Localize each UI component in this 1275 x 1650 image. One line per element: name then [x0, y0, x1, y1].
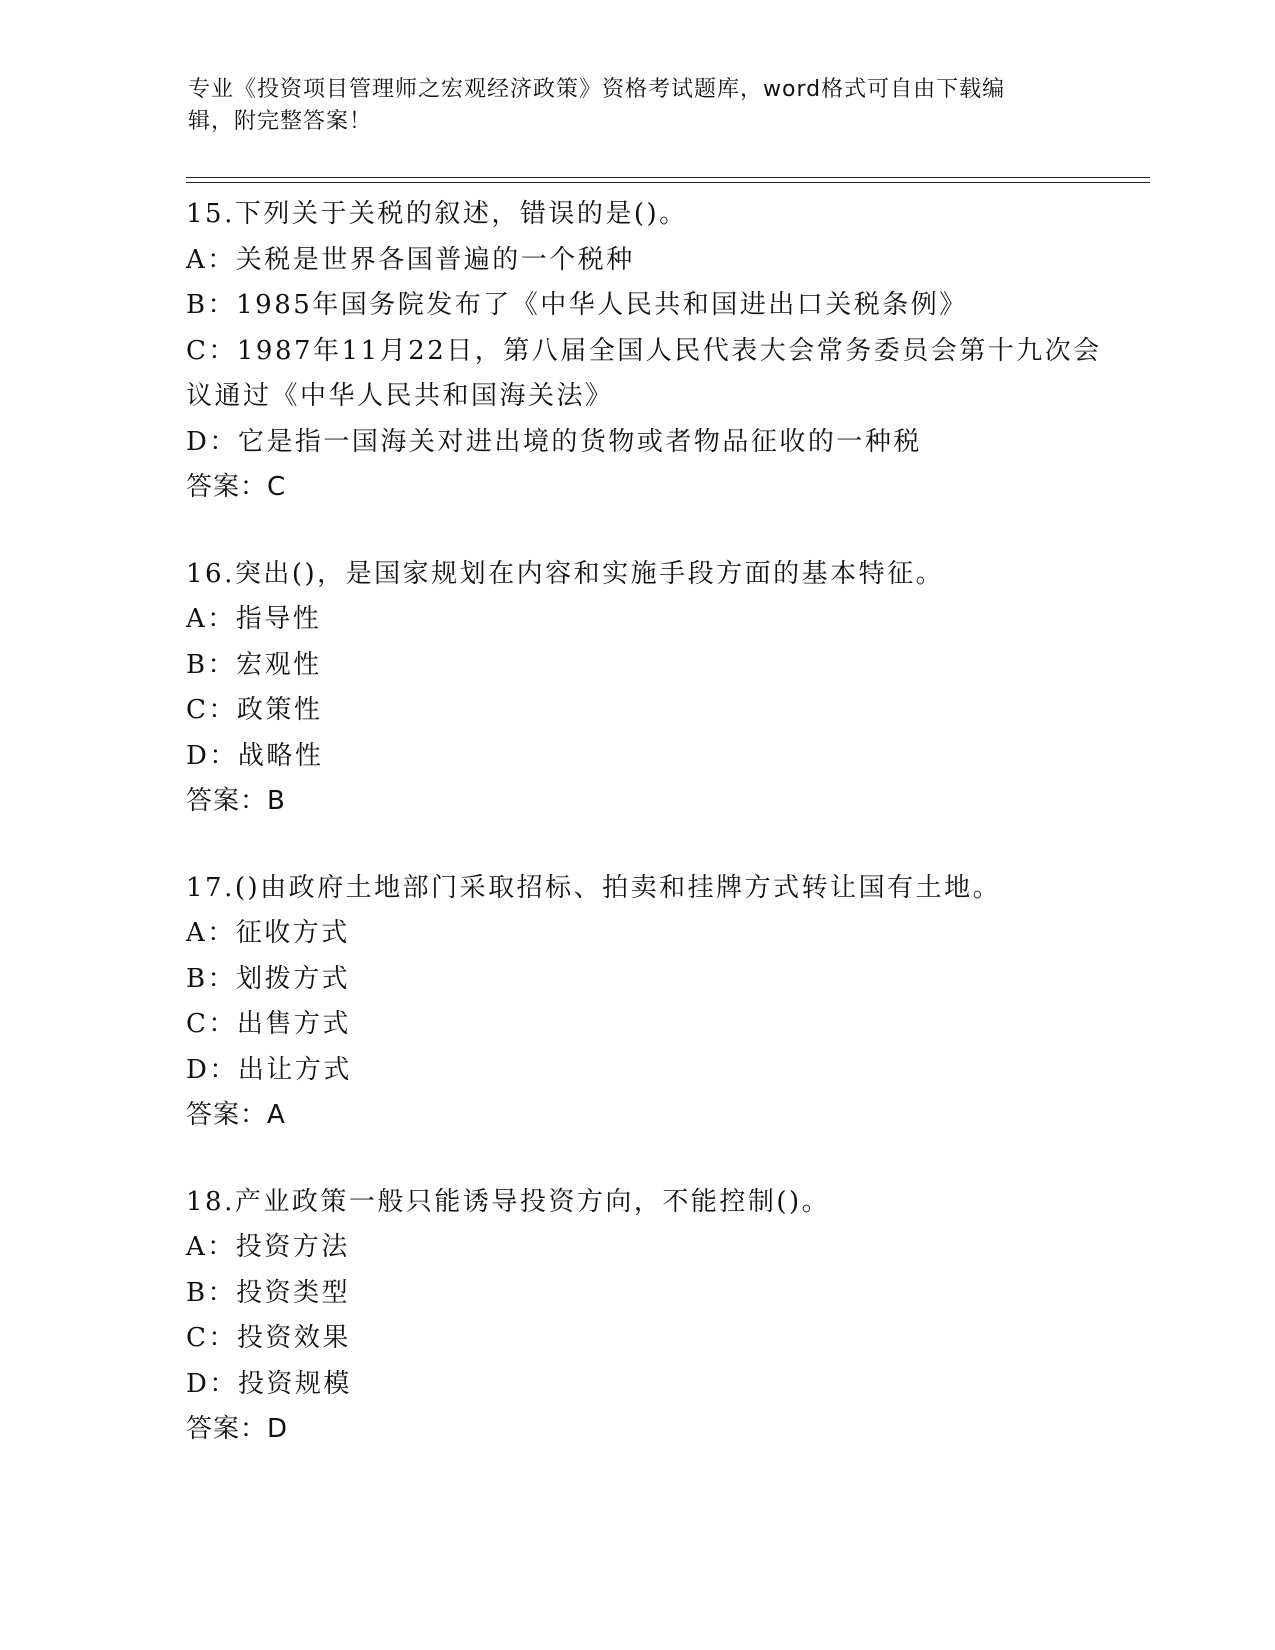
option-a: A：指导性: [186, 604, 322, 634]
question-stem: 18.产业政策一般只能诱导投资方向，不能控制()。: [186, 1186, 831, 1217]
header-line-1: 专业《投资项目管理师之宏观经济政策》资格考试题库，word格式可自由下载编: [188, 77, 1006, 102]
question-16: [186, 552, 1106, 825]
question-17: [186, 866, 1106, 1139]
option-c: C：出售方式: [186, 1009, 351, 1039]
option-c: C：政策性: [186, 695, 323, 725]
question-18: [186, 1180, 1106, 1453]
answer: 答案：A: [186, 1100, 286, 1130]
option-d: D：它是指一国海关对进出境的货物或者物品征收的一种税: [186, 426, 922, 457]
option-b: B：1985年国务院发布了《中华人民共和国进出口关税条例》: [186, 290, 968, 320]
option-a: A：投资方法: [186, 1232, 350, 1262]
option-d: D：战略性: [186, 740, 324, 771]
option-a: A：征收方式: [186, 918, 350, 948]
document-header: [188, 74, 1088, 138]
question-15: [186, 192, 1106, 511]
option-b: B：划拨方式: [186, 963, 351, 994]
option-a: A：关税是世界各国普遍的一个税种: [186, 244, 635, 275]
header-divider-top: [186, 177, 1150, 178]
header-divider-bottom: [186, 182, 1150, 183]
question-list: [186, 192, 1106, 1494]
option-b: B：投资类型: [186, 1277, 351, 1308]
header-line-2: 辑，附完整答案！: [188, 109, 373, 134]
answer: 答案：C: [186, 472, 287, 502]
answer: 答案：B: [186, 786, 286, 816]
option-d: D：投资规模: [186, 1368, 352, 1399]
answer: 答案：D: [186, 1414, 289, 1444]
question-stem: 15.下列关于关税的叙述，错误的是()。: [186, 199, 688, 229]
question-stem: 17.()由政府土地部门采取招标、拍卖和挂牌方式转让国有土地。: [186, 872, 1002, 903]
option-b: B：宏观性: [186, 649, 322, 680]
option-c: C：1987年11月22日，第八届全国人民代表大会常务委员会第十九次会议通过《中华人民共和国海关法》: [186, 335, 1102, 411]
question-stem: 16.突出()，是国家规划在内容和实施手段方面的基本特征。: [186, 558, 945, 589]
option-d: D：出让方式: [186, 1054, 352, 1085]
option-c: C：投资效果: [186, 1323, 351, 1353]
